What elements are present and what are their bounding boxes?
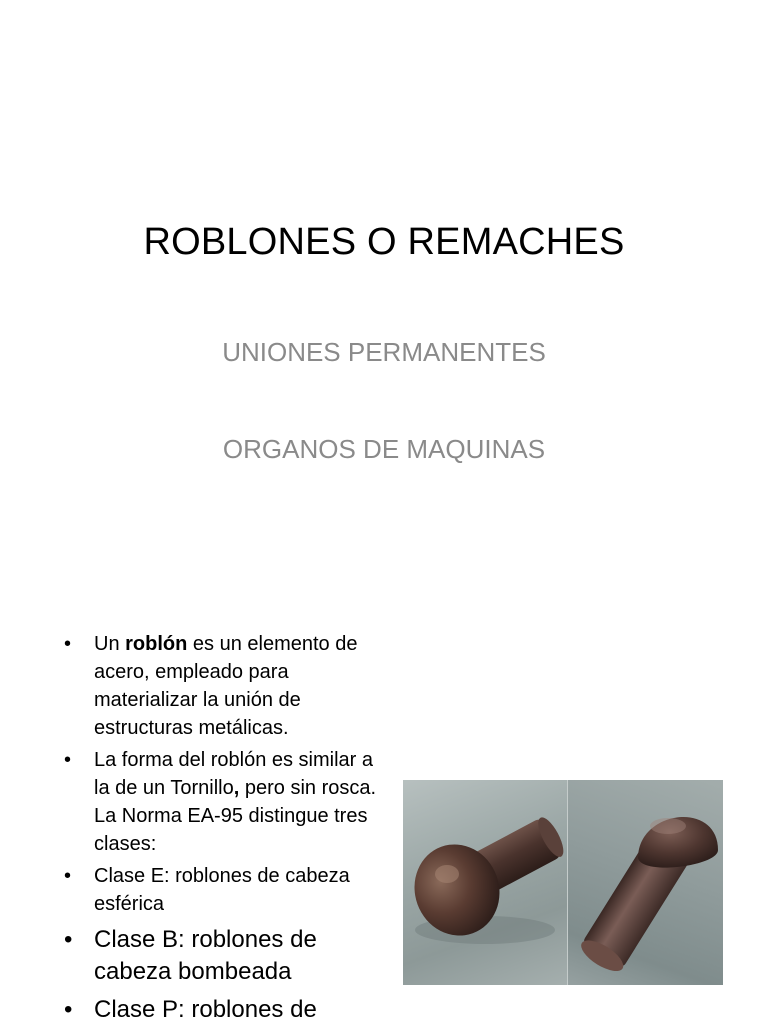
rivet-photo-left: [403, 780, 568, 985]
bullet-text-post: pero sin rosca. La Norma EA-95 distingue tres clases:: [94, 777, 377, 855]
slide-subtitle-1: UNIONES PERMANENTES: [222, 337, 546, 367]
bullet-item-4: [58, 924, 378, 988]
bullet-text-bold: roblón: [125, 633, 188, 655]
bullet-text-pre: Un: [94, 633, 126, 655]
content-slide: [0, 576, 768, 1024]
rivet-photo-right: [568, 780, 723, 985]
bullet-text-bold: ,: [233, 777, 240, 799]
bullet-item-5: [58, 994, 378, 1026]
bullet-icon: •: [64, 996, 73, 1023]
bullet-icon: •: [64, 749, 72, 771]
rivet-round-head-icon: [403, 780, 568, 985]
bullet-text: Clase P: roblones de: [94, 996, 317, 1023]
bullet-text-pre: La forma del roblón es similar a la de un Tornillo: [94, 749, 374, 799]
bullet-icon: •: [64, 926, 73, 953]
bullet-icon: •: [64, 865, 72, 887]
bullet-text: Clase E: roblones de cabeza esférica: [94, 865, 350, 915]
bullet-item-1: [58, 630, 378, 742]
bullet-text: Clase B: roblones de cabeza bombeada: [94, 926, 317, 985]
bullet-item-2: [58, 746, 378, 858]
bullet-item-3: [58, 862, 378, 918]
slide-title: ROBLONES O REMACHES: [143, 221, 625, 263]
rivet-domed-head-icon: [568, 780, 723, 985]
slide-subtitle-2: ORGANOS DE MAQUINAS: [222, 434, 546, 464]
bullet-text-post: es un elemento de acero, empleado para materializar la unión de estructuras metálicas.: [94, 633, 358, 739]
rivets-photo: [403, 780, 723, 985]
bullet-icon: •: [64, 633, 72, 655]
bullet-list: [58, 630, 378, 1030]
